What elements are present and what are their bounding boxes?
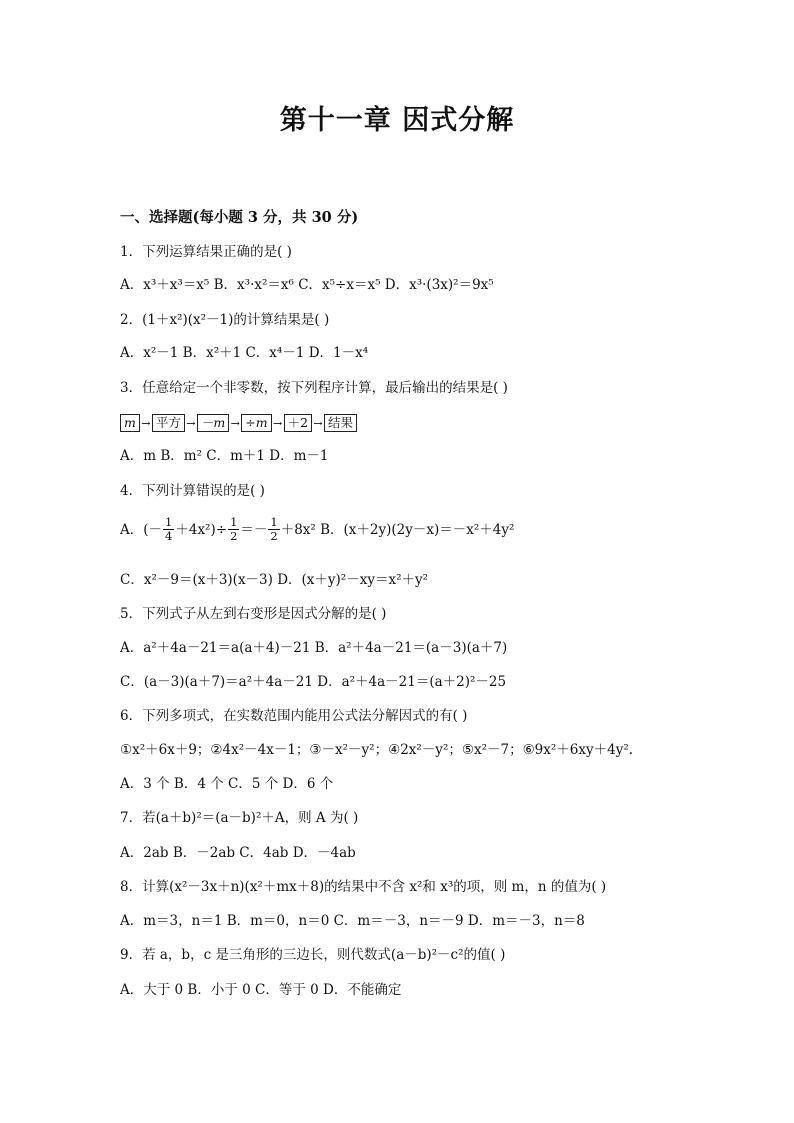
flow-step-minus: －m — [197, 414, 229, 432]
fraction-numerator: 1 — [230, 515, 238, 529]
question-4-stem: 4．下列计算错误的是( ) — [120, 483, 265, 499]
q4-a-tail: ＋8x² B．(x＋2y)(2y－x)＝－x²＋4y² — [280, 521, 515, 538]
fraction-denominator: 4 — [165, 529, 173, 543]
question-8-stem: 8．计算(x²－3x＋n)(x²＋mx＋8)的结果中不含 x²和 x³的项，则 m，n 的值为( ) — [120, 879, 607, 895]
arrow-right-icon: → — [272, 416, 283, 430]
question-2-stem: 2．(1＋x²)(x²－1)的计算结果是( ) — [120, 312, 330, 328]
question-6-options: A．3 个 B．4 个 C．5 个 D．6 个 — [120, 776, 334, 792]
question-7-options: A．2ab B．－2ab C．4ab D．－4ab — [120, 845, 356, 861]
arrow-right-icon: → — [313, 416, 323, 430]
flow-step-divide: ÷m — [241, 414, 271, 432]
question-3-options: A．m B．m² C．m＋1 D．m－1 — [120, 448, 329, 464]
fraction — [268, 516, 279, 543]
question-7-stem: 7．若(a＋b)²＝(a－b)²＋A，则 A 为( ) — [120, 810, 359, 826]
fraction-numerator: 1 — [270, 515, 278, 529]
question-6-items: ①x²＋6x＋9；②4x²－4x－1；③－x²－y²；④2x²－y²；⑤x²－7；⑥9x²＋6xy＋4y². — [120, 742, 634, 758]
flow-step-input: m — [120, 414, 140, 432]
question-8-options: A．m＝3，n＝1 B．m＝0，n＝0 C．m＝－3，n＝－9 D．m＝－3，n＝8 — [120, 913, 585, 929]
fraction — [163, 516, 174, 543]
fraction-numerator: 1 — [165, 515, 173, 529]
flow-step-result: 结果 — [324, 414, 357, 432]
question-5-stem: 5．下列式子从左到右变形是因式分解的是( ) — [120, 606, 387, 622]
flow-step-square: 平方 — [152, 414, 185, 432]
section-heading: 一、选择题(每小题 3 分，共 30 分) — [120, 209, 359, 226]
question-4-options-ab — [120, 516, 514, 543]
arrow-right-icon: → — [230, 416, 240, 430]
fraction — [228, 516, 239, 543]
decorative-dot: · — [118, 614, 121, 623]
question-6-stem: 6．下列多项式，在实数范围内能用公式法分解因式的有( ) — [120, 708, 468, 724]
arrow-right-icon: → — [186, 416, 196, 430]
question-3-stem: 3．任意给定一个非零数，按下列程序计算，最后输出的结果是( ) — [120, 380, 508, 396]
program-flowchart — [120, 414, 357, 432]
arrow-right-icon: → — [141, 416, 151, 430]
question-5-options-cd: C．(a－3)(a＋7)＝a²＋4a－21 D．a²＋4a－21＝(a＋2)²－25 — [120, 674, 507, 690]
fraction-denominator: 2 — [270, 529, 278, 543]
question-5-options-ab: A．a²＋4a－21＝a(a＋4)－21 B．a²＋4a－21＝(a－3)(a＋7) — [120, 640, 508, 656]
fraction-denominator: 2 — [230, 529, 238, 543]
question-2-options: A．x²－1 B．x²＋1 C．x⁴－1 D．1－x⁴ — [120, 345, 369, 361]
page-title: 第十一章 因式分解 — [279, 105, 515, 136]
q4-a-eq: ＝－ — [240, 521, 268, 538]
question-1-options: A．x³＋x³＝x⁵ B．x³·x²＝x⁶ C．x⁵÷x＝x⁵ D．x³·(3x)²＝9x⁵ — [120, 277, 494, 293]
question-9-stem: 9．若 a，b，c 是三角形的三边长，则代数式(a－b)²－c²的值( ) — [120, 947, 506, 963]
q4-a-prefix: A．(－ — [120, 521, 163, 538]
question-1-stem: 1．下列运算结果正确的是( ) — [120, 244, 292, 260]
question-4-options-cd: C．x²－9＝(x＋3)(x－3) D．(x＋y)²－xy＝x²＋y² — [120, 572, 429, 588]
q4-a-mid: ＋4x²)÷ — [175, 521, 228, 538]
flow-step-plus: ＋2 — [284, 414, 312, 432]
question-9-options: A．大于 0 B．小于 0 C．等于 0 D．不能确定 — [120, 982, 402, 998]
